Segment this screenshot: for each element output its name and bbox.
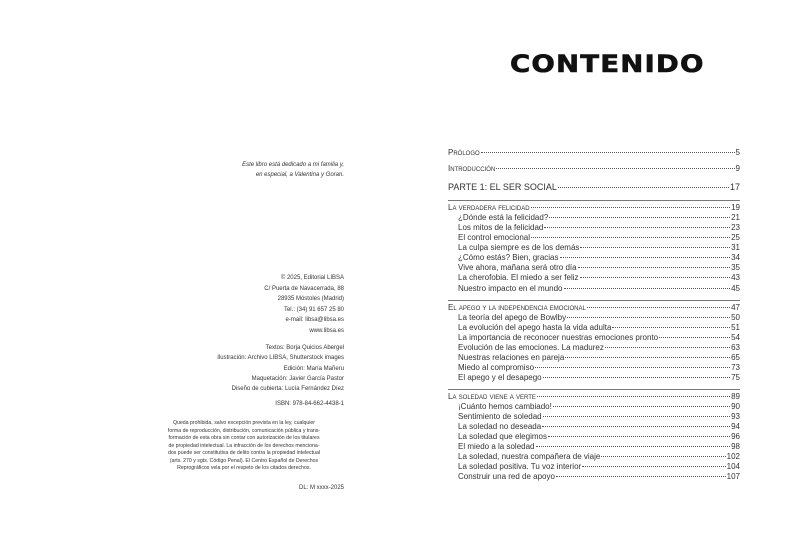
toc-entry xyxy=(448,182,740,192)
toc-entry-page: 21 xyxy=(731,213,740,223)
legal-line: de propiedad intelectual. La infracción de los derechos menciona- xyxy=(168,442,320,449)
toc-entry xyxy=(448,233,740,243)
toc-entry xyxy=(448,389,740,402)
dot-leader xyxy=(578,267,731,268)
contents-page xyxy=(394,0,788,557)
toc-entry-page: 47 xyxy=(731,302,740,312)
toc-entry-page: 90 xyxy=(731,401,740,411)
toc-entry-page: 5 xyxy=(735,148,740,157)
toc-entry xyxy=(448,313,740,323)
dot-leader xyxy=(535,367,730,368)
dot-leader xyxy=(549,217,730,218)
toc-entry xyxy=(448,363,740,373)
legal-line: formación de esta obra sin contar con autorización de los titulares xyxy=(168,435,320,441)
legal-line: dos puede ser constitutiva de delito contra la propiedad intelectual xyxy=(168,450,320,456)
dot-leader xyxy=(558,187,729,188)
toc-entry xyxy=(448,148,740,158)
toc-entry-page: 50 xyxy=(731,312,740,322)
toc-entry-page: 17 xyxy=(729,182,740,193)
dot-leader xyxy=(612,327,730,328)
toc-entry-title: El control emocional xyxy=(458,233,531,243)
toc-entry-title: ¿Cómo estás? Bien, gracias xyxy=(458,253,559,263)
credit-line: Textos: Borja Quicios Abergel xyxy=(265,345,344,351)
toc-entry-title: La importancia de reconocer nuestras emociones pronto xyxy=(458,332,659,342)
toc-entry xyxy=(448,323,740,333)
toc-entry-title: La soledad, nuestra compañera de viaje xyxy=(458,452,601,462)
dot-leader xyxy=(601,456,725,457)
toc-entry xyxy=(448,164,740,174)
toc-entry xyxy=(448,353,740,363)
dedication-line: en especial, a Valentina y Goran. xyxy=(255,172,344,178)
toc-entry-title: La soledad no deseada xyxy=(458,422,542,432)
credit-line: Edición: María Mañeru xyxy=(283,365,344,372)
toc-entry xyxy=(448,243,740,253)
credit-line: Diseño de cubierta: Lucía Fernández Díez xyxy=(231,386,344,393)
toc-entry-page: 94 xyxy=(731,422,740,432)
dedication xyxy=(242,160,344,180)
toc-entry xyxy=(448,200,740,213)
toc-entry-page: 98 xyxy=(731,442,740,452)
toc-entry-page: 31 xyxy=(731,243,740,253)
dot-leader xyxy=(587,307,730,308)
toc-entry-page: 43 xyxy=(731,273,740,283)
toc-entry-title: El apego y el desapego xyxy=(458,372,542,382)
toc-entry-title: La teoría del apego de Bowlby xyxy=(458,312,567,322)
toc-entry-title: Sentimiento de soledad xyxy=(458,412,542,422)
dot-leader xyxy=(531,207,731,208)
dot-leader xyxy=(567,317,730,318)
toc-entry-title: Nuestro impacto en el mundo xyxy=(458,283,563,293)
toc-entry-page: 34 xyxy=(731,253,740,263)
toc-entry-page: 75 xyxy=(731,372,740,382)
toc-entry xyxy=(448,253,740,263)
toc-entry xyxy=(448,442,740,452)
toc-entry xyxy=(448,452,740,462)
toc-entry-page: 65 xyxy=(731,352,740,362)
credits xyxy=(217,343,344,394)
toc-entry-title: El apego y la independencia emocional xyxy=(448,302,586,312)
page-title: CONTENIDO xyxy=(510,50,705,78)
dot-leader xyxy=(537,396,730,397)
credit-line: Ilustración: Archivo LIBSA, Shutterstock images xyxy=(217,355,344,362)
toc-entry-page: 23 xyxy=(731,223,740,233)
toc-entry xyxy=(448,333,740,343)
dot-leader xyxy=(565,357,730,358)
dot-leader xyxy=(580,247,730,248)
imprint-line: www.libsa.es xyxy=(309,327,344,334)
toc-entry xyxy=(448,402,740,412)
toc-entry-page: 19 xyxy=(731,203,740,213)
toc-entry xyxy=(448,343,740,353)
toc-entry-title: La cherofobia. El miedo a ser feliz xyxy=(458,273,579,283)
toc-entry-title: Introducción xyxy=(448,164,496,174)
dot-leader xyxy=(542,426,730,427)
toc-entry-page: 9 xyxy=(735,164,740,174)
toc-entry-title: El miedo a la soledad xyxy=(458,442,535,452)
toc-entry-page: 107 xyxy=(726,472,740,482)
toc-entry-page: 25 xyxy=(731,233,740,243)
toc-entry-title: Los mitos de la felicidad xyxy=(458,223,544,233)
dot-leader xyxy=(560,257,731,258)
toc-entry xyxy=(448,273,740,283)
imprint-line: © 2025, Editorial LIBSA xyxy=(280,275,344,281)
toc-entry-title: ¿Dónde está la felicidad? xyxy=(458,213,549,223)
toc-entry xyxy=(448,422,740,432)
toc-entry-title: La soledad que elegimos xyxy=(458,432,547,442)
toc-entry-title: La evolución del apego hasta la vida adulta xyxy=(458,322,612,332)
publisher-imprint xyxy=(264,273,344,337)
dot-leader xyxy=(556,476,726,477)
dot-leader xyxy=(582,466,725,467)
toc-entry xyxy=(448,462,740,472)
dot-leader xyxy=(553,406,730,407)
credit-line: Maquetación: Javier García Pastor xyxy=(251,375,344,382)
toc-entry-title: Miedo al compromiso xyxy=(458,362,535,372)
dot-leader xyxy=(543,377,730,378)
toc-entry-page: 93 xyxy=(731,412,740,422)
toc-entry xyxy=(448,412,740,422)
toc-entry xyxy=(448,213,740,223)
toc-entry-page: 89 xyxy=(731,391,740,401)
toc-entry-title: La verdadera felicidad xyxy=(448,203,530,213)
toc-entry-title: Construir una red de apoyo xyxy=(458,472,555,482)
dot-leader xyxy=(580,277,731,278)
toc-entry xyxy=(448,284,740,294)
toc-entry-page: 45 xyxy=(731,283,740,293)
dot-leader xyxy=(536,446,731,447)
toc-entry-page: 54 xyxy=(731,332,740,342)
legal-line: forma de reproducción, distribución, comunicación pública y trans- xyxy=(167,427,321,434)
imprint-line: 28935 Móstoles (Madrid) xyxy=(277,296,344,303)
imprint-line: C/ Puerta de Navacerrada, 88 xyxy=(264,285,344,292)
toc-entry-title: La soledad positiva. Tu voz interior xyxy=(458,462,582,472)
dot-leader xyxy=(548,436,730,437)
toc-entry-title: Nuestras relaciones en pareja xyxy=(458,352,565,362)
dot-leader xyxy=(544,227,730,228)
toc-entry-page: 51 xyxy=(731,322,740,332)
toc-entry-title: Vive ahora, mañana será otro día xyxy=(458,263,577,273)
legal-line: Reprográficos vela por el respeto de los citados derechos. xyxy=(177,465,311,471)
dot-leader xyxy=(605,347,730,348)
toc-entry xyxy=(448,432,740,442)
legal-notice xyxy=(144,420,344,473)
toc-entry xyxy=(448,472,740,482)
toc-entry-title: La soledad viene a verte xyxy=(448,391,536,401)
toc-entry-title: La culpa siempre es de los demás xyxy=(458,243,580,253)
dot-leader xyxy=(481,152,735,153)
dot-leader xyxy=(564,288,731,289)
toc-entry-title: Evolución de las emociones. La madurez xyxy=(458,342,604,352)
dot-leader xyxy=(531,237,730,238)
toc-entry-page: 96 xyxy=(731,432,740,442)
toc-entry-page: 63 xyxy=(731,342,740,352)
isbn: ISBN: 978-84-662-4438-1 xyxy=(275,401,344,407)
toc-entry-page: 35 xyxy=(731,263,740,273)
legal-line: Queda prohibida, salvo excepción prevista en la ley, cualquier xyxy=(172,420,316,426)
legal-deposit: DL: M xxxx-2025 xyxy=(298,485,344,491)
toc-entry-title: ¡Cuánto hemos cambiado! xyxy=(458,401,552,411)
toc-entry xyxy=(448,373,740,383)
toc-entry xyxy=(448,223,740,233)
toc-entry-title: Prólogo xyxy=(448,148,480,157)
table-of-contents xyxy=(448,148,740,482)
legal-line: (arts. 270 y sgts. Código Penal). El Centro Español de Derechos xyxy=(169,457,319,464)
imprint-line: Tel.: (34) 91 657 25 80 xyxy=(283,306,344,313)
toc-entry xyxy=(448,300,740,313)
imprint-line: e-mail: libsa@libsa.es xyxy=(285,317,344,324)
toc-entry xyxy=(448,263,740,273)
toc-entry-title: PARTE 1: EL SER SOCIAL xyxy=(448,182,557,193)
toc-entry-page: 73 xyxy=(731,362,740,372)
dot-leader xyxy=(496,168,734,169)
dot-leader xyxy=(659,337,730,338)
dot-leader xyxy=(543,416,730,417)
toc-entry-page: 104 xyxy=(726,462,740,472)
toc-entry-page: 102 xyxy=(726,452,740,462)
dedication-line: Este libro está dedicado a mi familia y, xyxy=(242,162,344,168)
